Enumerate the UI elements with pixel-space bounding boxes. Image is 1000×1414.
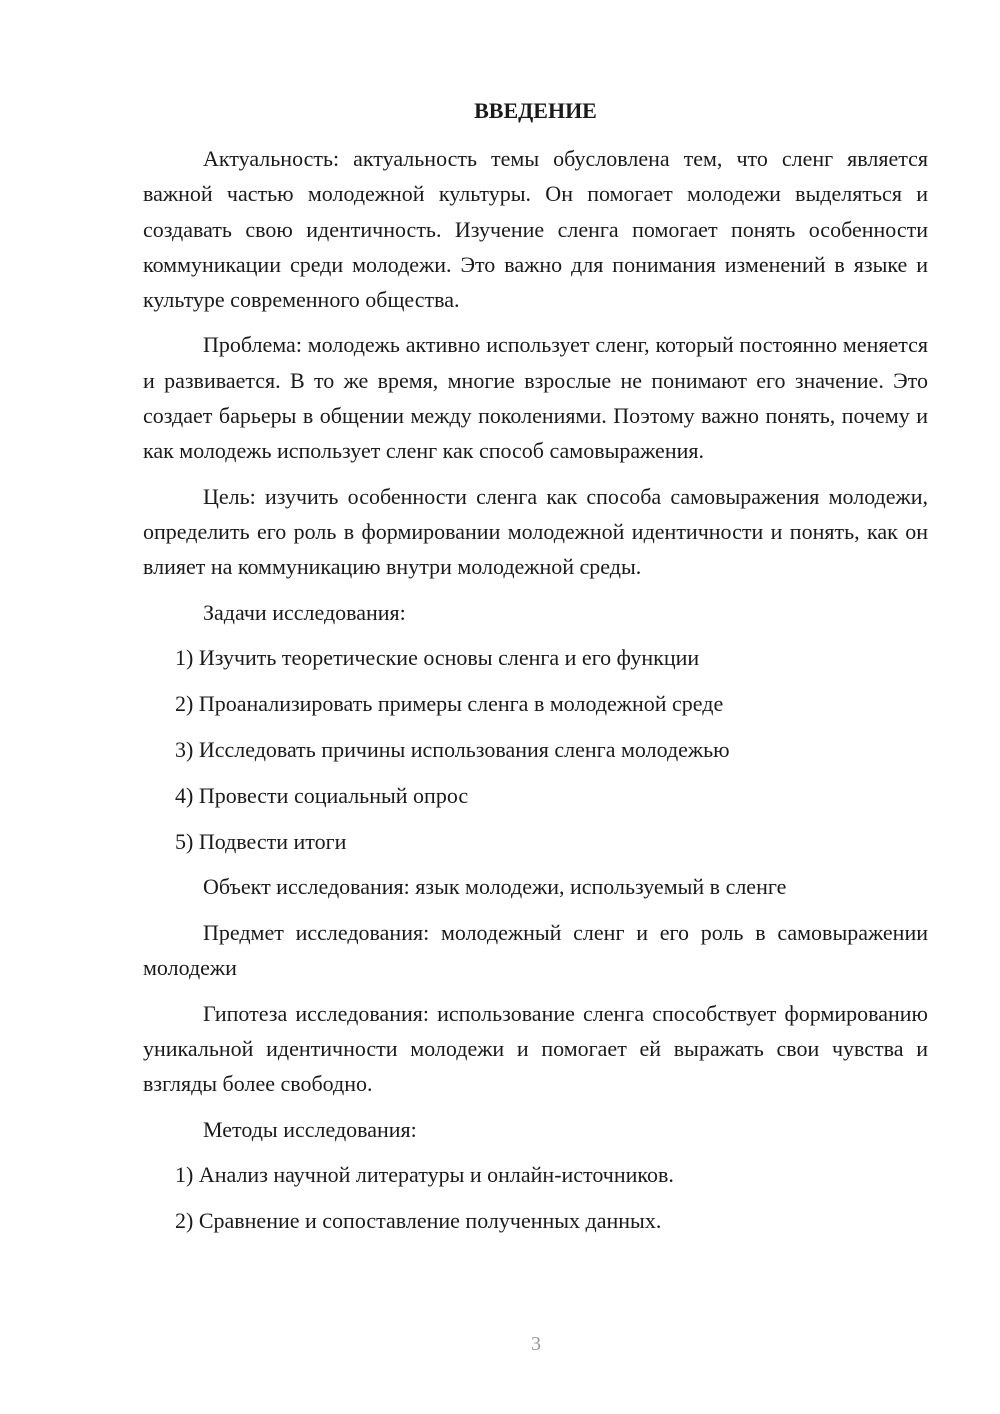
document-page <box>143 95 928 1249</box>
goal-paragraph: Цель: изучить особенности сленга как способа самовыражения молодежи, определить его роль в формировании молодежной идентичности и понять, как он влияет на коммуникацию внутри молодежной среды. <box>143 483 928 580</box>
methods-list <box>143 1157 928 1238</box>
object-paragraph: Объект исследования: язык молодежи, используемый в сленге <box>203 874 787 900</box>
problem-paragraph: Проблема: молодежь активно использует сленг, который постоянно меняется и развивается. В то же время, многие взрослые не понимают его значение. Это создает барьеры в общении между поколениями. Поэтому важно понять, почему и как молодежь использует сленг как способ самовыражения. <box>143 332 928 464</box>
list-item: 3) Исследовать причины использования сленга молодежью <box>175 736 730 762</box>
section-heading: ВВЕДЕНИЕ <box>474 98 597 123</box>
list-item: 1) Изучить теоретические основы сленга и его функции <box>175 645 700 671</box>
tasks-heading: Задачи исследования: <box>203 599 406 625</box>
tasks-list <box>143 640 928 858</box>
page-number: 3 <box>531 1333 541 1355</box>
relevance-paragraph: Актуальность: актуальность темы обусловлена тем, что сленг является важной частью молодежной культуры. Он помогает молодежи выделяться и создавать свою идентичность. Изучение сленга помогает понять особенности коммуникации среди молодежи. Это важно для понимания изменений в языке и культуре современного общества. <box>143 146 928 313</box>
list-item: 1) Анализ научной литературы и онлайн-источников. <box>175 1162 674 1188</box>
hypothesis-paragraph: Гипотеза исследования: использование сленга способствует формированию уникальной идентичности молодежи и помогает ей выражать свои чувства и взгляды более свободно. <box>143 1000 928 1097</box>
list-item: 2) Проанализировать примеры сленга в молодежной среде <box>175 691 724 717</box>
list-item: 5) Подвести итоги <box>175 828 347 854</box>
subject-paragraph: Предмет исследования: молодежный сленг и его роль в самовыражении молодежи <box>143 920 928 981</box>
list-item: 2) Сравнение и сопоставление полученных данных. <box>175 1208 662 1234</box>
methods-heading: Методы исследования: <box>203 1116 417 1142</box>
list-item: 4) Провести социальный опрос <box>175 782 469 808</box>
